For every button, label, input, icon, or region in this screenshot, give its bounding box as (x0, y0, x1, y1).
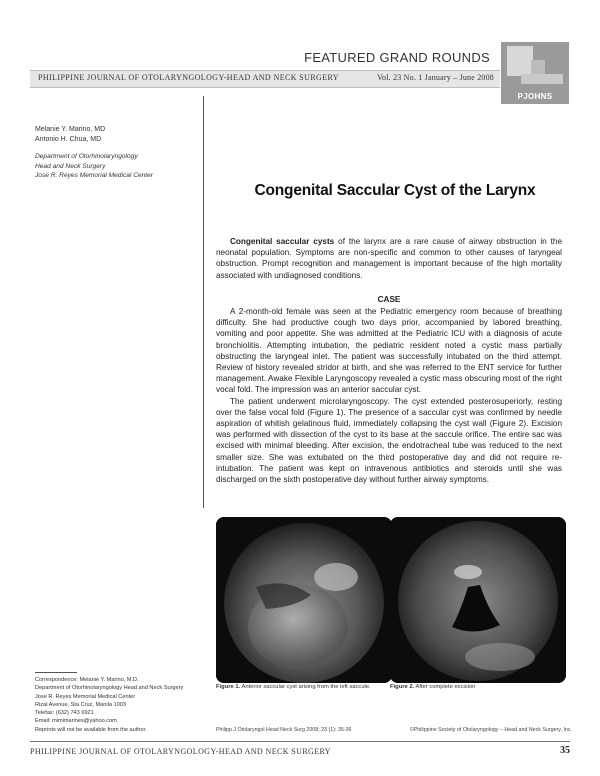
intro-text: of the larynx are a rare cause of airway obstruction in the neonatal population. Symptoms are non-specific and common to other causes of laryngeal obstruction. Prompt recognition and management is important because of the high mortality associated with undiagnosed conditions. (216, 237, 562, 280)
author-name: Melanie Y. Marino, MD (35, 126, 106, 133)
column-divider (203, 96, 204, 508)
correspondence-email: Email: mimimarines@yahoo.com (35, 718, 117, 725)
figure-1-caption (216, 684, 371, 690)
figure-label: Figure 1. (216, 684, 241, 690)
figure-caption-text: Anterior saccular cyst arising from the left saccule. (241, 684, 371, 690)
figure-2-image (390, 517, 566, 683)
intro-paragraph (216, 236, 562, 281)
author-block (35, 125, 105, 145)
copyright: ©Philippine Society of Otolaryngology – Head and Neck Surgery, Inc. (409, 727, 572, 733)
journal-name-header: PHILIPPINE JOURNAL OF OTOLARYNGOLOGY-HEAD AND NECK SURGERY (38, 73, 339, 82)
logo-text: PJOHNS (517, 92, 553, 101)
footnote-divider (35, 672, 77, 673)
correspondence-line: Jose R. Reyes Memorial Medical Center (35, 693, 136, 700)
intro-lead: Congenital saccular cysts (230, 237, 335, 246)
section-label: FEATURED GRAND ROUNDS (304, 50, 490, 65)
correspondence-line: Department of Otorhinolaryngology Head and Neck Surgery (35, 685, 184, 692)
affiliation-block (35, 152, 153, 181)
page-number: 35 (560, 745, 570, 756)
affiliation-line: Department of Otorhinolaryngology (35, 153, 138, 160)
case-body (216, 306, 562, 485)
correspondence-line: Rizal Avenue, Sta Cruz, Manila 1003 (35, 701, 127, 708)
footer-journal: PHILIPPINE JOURNAL OF OTOLARYNGOLOGY-HEAD AND NECK SURGERY (30, 747, 331, 756)
figure-caption-text: After complete excision (415, 684, 476, 690)
figure-1-image (216, 517, 392, 683)
affiliation-line: Head and Neck Surgery (35, 162, 106, 170)
citation: Philipp J Otolaryngol Head Neck Surg 2008; 23 (1): 35-36 (216, 727, 352, 733)
figure-label: Figure 2. (390, 684, 415, 690)
correspondence-line: Telefax: (632) 743 6921 (35, 710, 94, 717)
case-heading: CASE (377, 295, 401, 304)
correspondence-line: Correspondence: Melanie Y. Marino, M.D. (35, 677, 139, 683)
footer-divider (30, 741, 570, 742)
article-title: Congenital Saccular Cyst of the Larynx (254, 182, 536, 199)
correspondence-line: Reprints will not be available from the author. (35, 726, 147, 733)
issue-info: Vol. 23 No. 1 January – June 2008 (377, 73, 494, 82)
figure-2-caption (390, 684, 475, 690)
author-name: Antonio H. Chua, MD (35, 136, 102, 143)
correspondence-block (35, 676, 183, 734)
case-paragraph: The patient underwent microlaryngoscopy. The cyst extended posterosuperiorly, resting over the false vocal fold (Figure 1). The presence of a saccular cyst was confirmed by needle aspiration of whitish gelatinous fluid, immediately collapsing the cyst wall (Figure 2). Excision was performed with dissection of the cyst to its base at the saccule orifice. The entire sac was excised with minimal bleeding. After excision, the endotracheal tube was reduced to the next smaller size. She was extubated on the third postoperative day and did not require re-intubation. The patient was kept on intravenous antibiotics and steroids until she was discharged on the sixth postoperative day without further airway symptoms. (216, 396, 562, 485)
affiliation-line: Jose R. Reyes Memorial Medical Center (35, 172, 153, 179)
case-paragraph: A 2-month-old female was seen at the Pediatric emergency room because of breathing difficulty. She had productive cough two days prior, accompanied by labored breathing, vomiting and poor appetite. She was admitted at the Pediatric ICU with a diagnosis of acute bronchiolitis. Attempting intubation, the pediatric resident noted a cystic mass partially obstructing the laryngeal inlet. The patient was successfully intubated on the third attempt. Review of history revealed stridor at birth, and she was referred to the ENT service for further management. Awake Flexible Laryngoscopy revealed a cystic mass obscuring most of the right vocal fold. The impression was an anterior saccular cyst. (216, 307, 562, 395)
journal-logo (501, 42, 569, 104)
